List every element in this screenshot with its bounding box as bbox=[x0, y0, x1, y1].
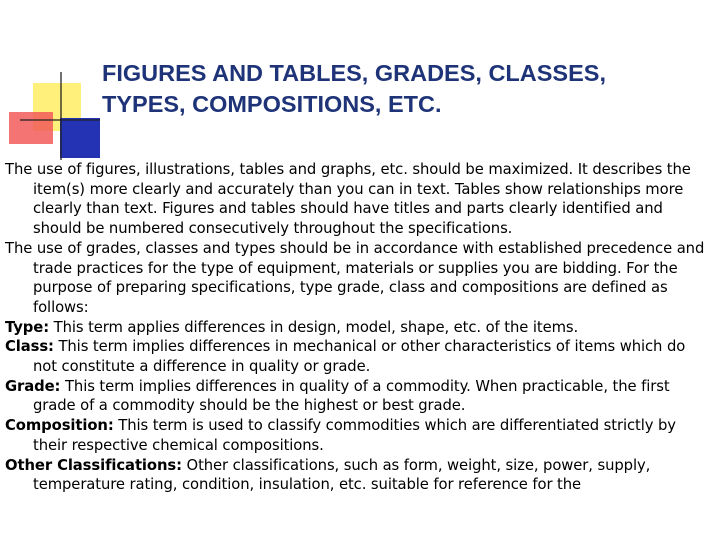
slide-body bbox=[5, 160, 711, 495]
red-square bbox=[9, 112, 53, 144]
paragraph-intro-grades: The use of grades, classes and types should be in accordance with established precedence and trade practices for the type of equipment, materials or supplies you are bidding. For the purpose of preparing specifications, type grade, class and compositions are defined as follows: bbox=[5, 239, 705, 316]
definition-term: Grade: bbox=[5, 377, 61, 395]
definition-term: Type: bbox=[5, 318, 50, 336]
definition-term: Class: bbox=[5, 338, 54, 356]
paragraph-intro-figures: The use of figures, illustrations, tables and graphs, etc. should be maximized. It describes the item(s) more clearly and accurately than you can in text. Tables show relationships more clearly than text. Figures and tables should have titles and parts clearly identified and should be numbered consecutively throughout the specifications. bbox=[5, 161, 691, 238]
title-line-2: TYPES, COMPOSITIONS, ETC. bbox=[102, 91, 442, 117]
definition-other-classifications bbox=[5, 456, 711, 495]
definition-composition bbox=[5, 416, 711, 455]
definition-class bbox=[5, 337, 711, 376]
slide-title bbox=[102, 58, 712, 120]
definition-text: This term implies differences in mechanical or other characteristics of items which do not constitute a difference in quality or grade. bbox=[33, 338, 686, 376]
definition-type bbox=[5, 318, 711, 338]
definition-text: This term is used to classify commodities which are differentiated strictly by their respective chemical compositions. bbox=[33, 417, 676, 454]
definition-text: This term applies differences in design, model, shape, etc. of the items. bbox=[49, 318, 579, 336]
definition-grade bbox=[5, 377, 711, 416]
definition-term: Other Classifications: bbox=[5, 456, 182, 474]
definition-term: Composition: bbox=[5, 417, 114, 435]
title-line-1: FIGURES AND TABLES, GRADES, CLASSES, bbox=[102, 60, 606, 86]
definition-text: This term implies differences in quality of a commodity. When practicable, the first grade of a commodity should be the highest or best grade. bbox=[33, 377, 670, 415]
blue-square bbox=[60, 118, 100, 158]
definition-text: Other classifications, such as form, weight, size, power, supply, temperature rating, condition, insulation, etc. suitable for reference for the bbox=[33, 456, 651, 494]
decorative-squares-graphic bbox=[0, 0, 100, 160]
